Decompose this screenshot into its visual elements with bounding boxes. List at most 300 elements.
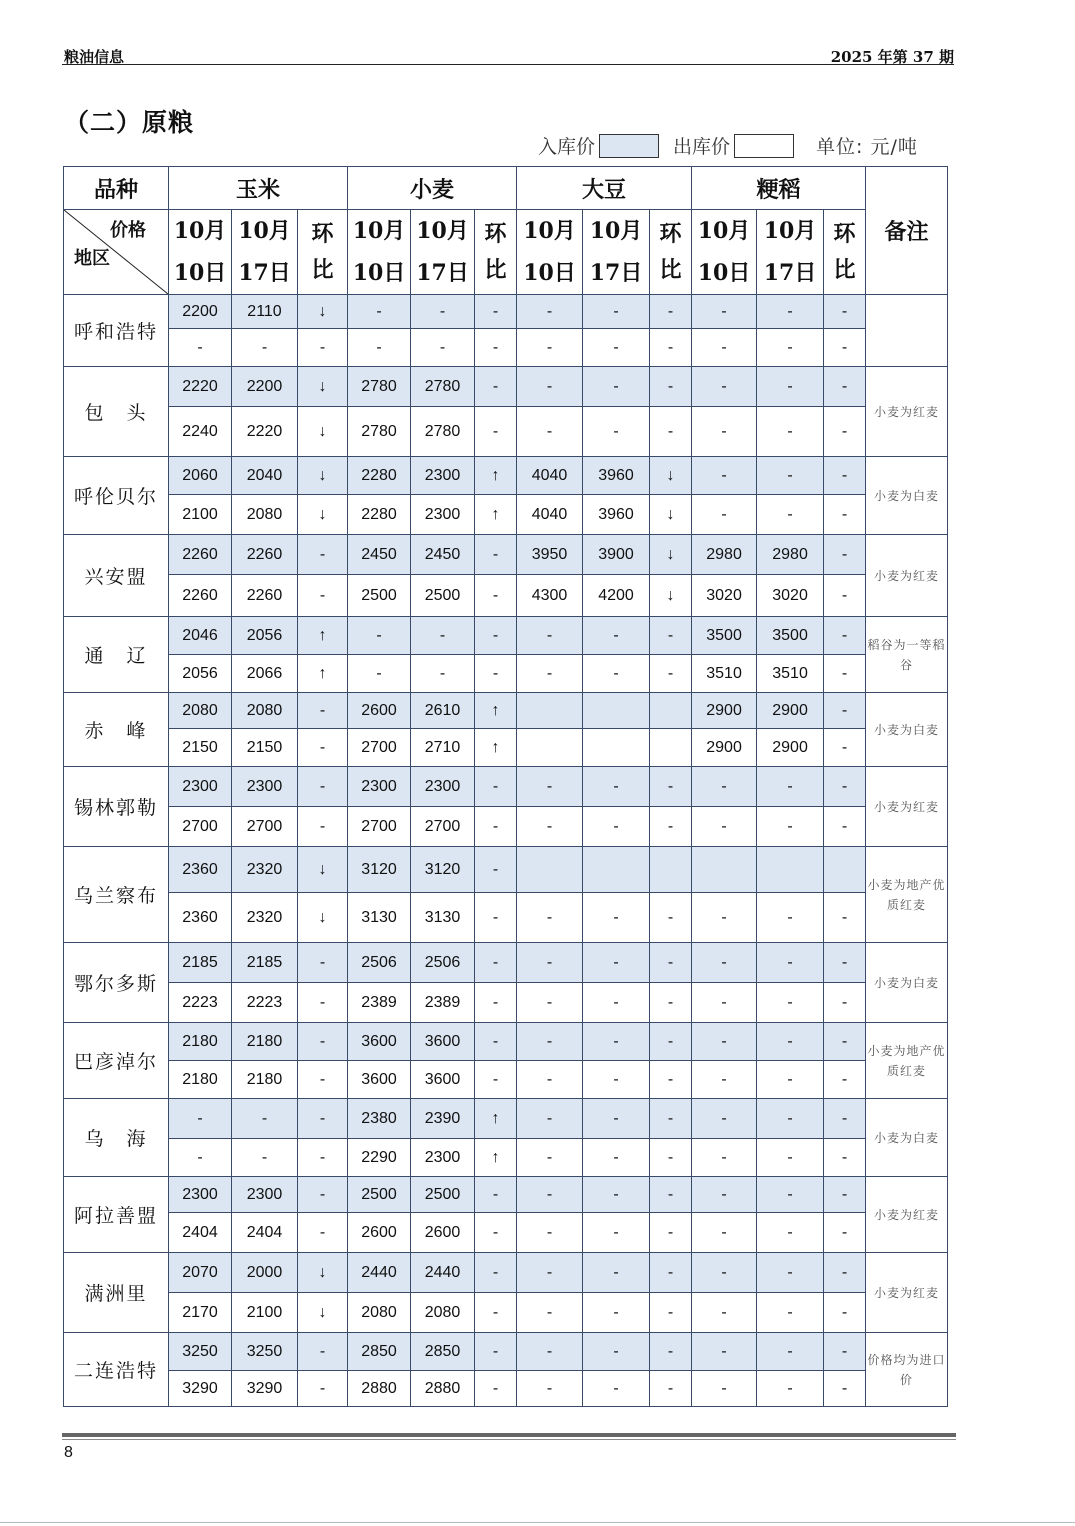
table-row-inbound xyxy=(64,1253,948,1293)
date-part: 10月 xyxy=(352,218,406,244)
mom-change-header xyxy=(650,210,692,295)
price-cell: 3600 xyxy=(411,1061,475,1099)
mom-change-cell: ↓ xyxy=(298,295,348,329)
price-cell: - xyxy=(232,1139,298,1177)
mom-change-cell: - xyxy=(298,1177,348,1213)
price-cell: 2506 xyxy=(411,943,475,983)
mom-change-cell: - xyxy=(298,983,348,1023)
mom-change-cell: - xyxy=(824,1139,866,1177)
date-part: 10日 xyxy=(697,260,751,286)
price-cell: - xyxy=(583,407,650,457)
price-cell: 2080 xyxy=(169,693,232,729)
price-cell: 2700 xyxy=(169,807,232,847)
price-cell: - xyxy=(692,1371,757,1407)
mom-change-cell: - xyxy=(824,1293,866,1333)
mom-change-cell: ↓ xyxy=(650,575,692,617)
price-cell: 2320 xyxy=(232,893,298,943)
mom-change-cell: - xyxy=(650,893,692,943)
table-row-outbound xyxy=(64,407,948,457)
crop-header-japonica-rice: 粳稻 xyxy=(692,167,866,210)
price-cell: - xyxy=(757,943,824,983)
price-cell: 2056 xyxy=(169,655,232,693)
date-part: 10月 xyxy=(763,218,817,244)
legend-out-swatch xyxy=(734,134,794,158)
price-cell: - xyxy=(757,1253,824,1293)
table-row-outbound xyxy=(64,1213,948,1253)
price-region-corner xyxy=(64,210,169,295)
mom-change-cell: - xyxy=(475,1023,517,1061)
mom-change-cell: - xyxy=(475,847,517,893)
mom-change-cell: - xyxy=(298,767,348,807)
price-cell: 2980 xyxy=(757,535,824,575)
price-cell: - xyxy=(757,893,824,943)
price-cell: 3290 xyxy=(232,1371,298,1407)
price-cell: 2500 xyxy=(411,1177,475,1213)
price-cell: - xyxy=(411,655,475,693)
table-row-inbound xyxy=(64,1177,948,1213)
mom-change-cell: - xyxy=(475,1177,517,1213)
mom-change-cell: - xyxy=(298,535,348,575)
mom-change-cell: - xyxy=(475,575,517,617)
mom-change-cell: - xyxy=(824,407,866,457)
price-cell: 2900 xyxy=(692,693,757,729)
price-cell: 2200 xyxy=(169,295,232,329)
price-cell: 2046 xyxy=(169,617,232,655)
mom-change-cell: - xyxy=(824,983,866,1023)
price-cell: 2600 xyxy=(348,1213,411,1253)
price-cell: - xyxy=(348,655,411,693)
region-name: 赤 峰 xyxy=(64,693,169,767)
mom-change-cell: - xyxy=(824,943,866,983)
price-cell: - xyxy=(583,617,650,655)
price-cell: - xyxy=(517,1061,583,1099)
price-cell: 2290 xyxy=(348,1139,411,1177)
mom-change-cell: ↑ xyxy=(475,1099,517,1139)
mom-change-cell: - xyxy=(475,1061,517,1099)
price-cell: - xyxy=(517,807,583,847)
mom-change-cell: - xyxy=(650,1333,692,1371)
price-cell: 3960 xyxy=(583,457,650,495)
price-cell xyxy=(517,729,583,767)
mom-char: 环 xyxy=(659,221,682,247)
price-cell: - xyxy=(348,329,411,367)
price-cell: 2900 xyxy=(692,729,757,767)
mom-change-cell: - xyxy=(824,1023,866,1061)
price-cell: - xyxy=(583,1253,650,1293)
mom-change-cell: - xyxy=(298,693,348,729)
mom-change-cell: - xyxy=(824,893,866,943)
mom-change-cell: ↑ xyxy=(475,495,517,535)
price-cell: 2710 xyxy=(411,729,475,767)
price-cell: 2500 xyxy=(411,575,475,617)
price-cell: - xyxy=(583,807,650,847)
price-cell: 2240 xyxy=(169,407,232,457)
date-part: 10月 xyxy=(523,218,576,244)
price-cell: - xyxy=(583,1061,650,1099)
price-cell: - xyxy=(232,1099,298,1139)
date-part: 10日 xyxy=(352,260,406,286)
price-cell: 2700 xyxy=(348,807,411,847)
mom-change-cell: - xyxy=(475,655,517,693)
mom-change-cell: - xyxy=(475,1213,517,1253)
price-cell: 2220 xyxy=(169,367,232,407)
mom-change-cell: - xyxy=(475,767,517,807)
remark-cell: 小麦为白麦 xyxy=(866,457,948,535)
price-cell: 2080 xyxy=(348,1293,411,1333)
mom-change-cell: - xyxy=(650,807,692,847)
table-row-inbound xyxy=(64,535,948,575)
mom-change-cell: - xyxy=(650,617,692,655)
price-cell: 2390 xyxy=(411,1099,475,1139)
price-cell: - xyxy=(583,1333,650,1371)
price-cell xyxy=(757,847,824,893)
remark-cell xyxy=(866,295,948,367)
crop-header-corn: 玉米 xyxy=(169,167,348,210)
mom-change-cell: ↓ xyxy=(298,407,348,457)
price-cell: 2300 xyxy=(169,767,232,807)
price-cell: - xyxy=(692,495,757,535)
price-cell: 2150 xyxy=(232,729,298,767)
mom-change-cell: ↓ xyxy=(298,1293,348,1333)
price-cell: - xyxy=(583,1177,650,1213)
price-cell: 3600 xyxy=(348,1023,411,1061)
date-header-oct10 xyxy=(169,210,232,295)
mom-change-cell: ↓ xyxy=(650,535,692,575)
price-cell: 2320 xyxy=(232,847,298,893)
price-cell: - xyxy=(757,983,824,1023)
price-cell: - xyxy=(757,495,824,535)
price-cell: - xyxy=(517,1293,583,1333)
price-cell: 2780 xyxy=(411,407,475,457)
price-cell: 2700 xyxy=(411,807,475,847)
price-cell: 2280 xyxy=(348,457,411,495)
price-cell: 3250 xyxy=(232,1333,298,1371)
table-row-outbound xyxy=(64,983,948,1023)
price-cell: 2080 xyxy=(232,495,298,535)
price-cell: 2506 xyxy=(348,943,411,983)
price-cell: - xyxy=(517,367,583,407)
mom-change-cell: ↓ xyxy=(298,847,348,893)
table-row-inbound xyxy=(64,1023,948,1061)
price-cell: 3500 xyxy=(692,617,757,655)
price-cell: - xyxy=(583,767,650,807)
price-cell: 2185 xyxy=(232,943,298,983)
remark-cell: 小麦为白麦 xyxy=(866,943,948,1023)
price-cell: 2850 xyxy=(348,1333,411,1371)
price-cell: - xyxy=(517,943,583,983)
mom-change-cell: - xyxy=(824,1371,866,1407)
mom-change-cell: ↓ xyxy=(298,367,348,407)
price-cell: 2880 xyxy=(411,1371,475,1407)
price-cell: 2900 xyxy=(757,693,824,729)
remark-cell: 小麦为红麦 xyxy=(866,1253,948,1333)
price-cell: 2450 xyxy=(411,535,475,575)
price-cell: - xyxy=(411,617,475,655)
mom-change-cell: - xyxy=(475,1293,517,1333)
legend-in-swatch xyxy=(599,134,659,158)
price-cell: 2440 xyxy=(411,1253,475,1293)
price-cell: 2300 xyxy=(411,457,475,495)
price-cell: 4200 xyxy=(583,575,650,617)
price-cell: 4300 xyxy=(517,575,583,617)
header-rule xyxy=(62,64,954,65)
mom-change-cell: ↑ xyxy=(298,655,348,693)
price-cell: 2600 xyxy=(348,693,411,729)
date-part: 10月 xyxy=(416,218,469,244)
mom-change-cell: - xyxy=(824,295,866,329)
region-name: 满洲里 xyxy=(64,1253,169,1333)
variety-header: 品种 xyxy=(64,167,169,210)
price-cell: - xyxy=(757,1371,824,1407)
price-cell: - xyxy=(583,1293,650,1333)
price-cell: 2300 xyxy=(169,1177,232,1213)
price-cell: 2300 xyxy=(411,1139,475,1177)
price-cell: - xyxy=(692,943,757,983)
price-cell: - xyxy=(169,1099,232,1139)
price-cell xyxy=(517,847,583,893)
mom-char: 环 xyxy=(833,221,856,247)
date-part: 17日 xyxy=(416,260,469,286)
mom-change-cell: - xyxy=(298,329,348,367)
price-cell: 2223 xyxy=(232,983,298,1023)
mom-change-cell: - xyxy=(298,1333,348,1371)
price-cell: 2700 xyxy=(348,729,411,767)
price-cell: 2404 xyxy=(169,1213,232,1253)
price-cell: 3960 xyxy=(583,495,650,535)
mom-change-cell: - xyxy=(475,1371,517,1407)
price-cell: - xyxy=(757,457,824,495)
table-row-inbound xyxy=(64,1099,948,1139)
price-cell: 2040 xyxy=(232,457,298,495)
price-cell: - xyxy=(692,457,757,495)
price-cell xyxy=(517,693,583,729)
date-part: 10月 xyxy=(697,218,751,244)
price-cell: 3900 xyxy=(583,535,650,575)
mom-change-cell: - xyxy=(475,983,517,1023)
price-cell: 2600 xyxy=(411,1213,475,1253)
mom-change-cell: - xyxy=(824,535,866,575)
remark-cell: 小麦为白麦 xyxy=(866,1099,948,1177)
price-cell: - xyxy=(692,1099,757,1139)
mom-change-cell xyxy=(650,693,692,729)
price-cell: - xyxy=(757,1061,824,1099)
table-row-inbound xyxy=(64,617,948,655)
mom-change-cell: - xyxy=(298,807,348,847)
price-cell: 2360 xyxy=(169,847,232,893)
date-part: 10月 xyxy=(589,218,643,244)
mom-change-cell: - xyxy=(650,1213,692,1253)
mom-change-cell: - xyxy=(298,1099,348,1139)
table-row-inbound xyxy=(64,943,948,983)
date-part: 17日 xyxy=(589,260,643,286)
price-cell: - xyxy=(583,1139,650,1177)
price-cell: 2500 xyxy=(348,575,411,617)
price-cell: - xyxy=(692,1023,757,1061)
mom-change-cell: - xyxy=(475,535,517,575)
table-row-outbound xyxy=(64,1061,948,1099)
price-cell: - xyxy=(517,655,583,693)
price-cell: - xyxy=(583,329,650,367)
price-cell: - xyxy=(517,767,583,807)
region-name: 乌 海 xyxy=(64,1099,169,1177)
date-part: 10日 xyxy=(523,260,576,286)
date-part: 17日 xyxy=(763,260,817,286)
price-cell: - xyxy=(517,407,583,457)
mom-change-cell: - xyxy=(650,1253,692,1293)
price-cell: - xyxy=(692,1177,757,1213)
price-cell: 2220 xyxy=(232,407,298,457)
price-cell: - xyxy=(517,1213,583,1253)
price-cell xyxy=(583,729,650,767)
price-cell: 2700 xyxy=(232,807,298,847)
price-cell: 2880 xyxy=(348,1371,411,1407)
region-name: 鄂尔多斯 xyxy=(64,943,169,1023)
price-cell: - xyxy=(583,367,650,407)
issue-number: 2025 年第 37 期 xyxy=(830,48,954,66)
mom-change-cell xyxy=(650,847,692,893)
mom-change-cell: - xyxy=(824,495,866,535)
mom-change-cell: - xyxy=(298,729,348,767)
price-cell: 2450 xyxy=(348,535,411,575)
region-name: 呼伦贝尔 xyxy=(64,457,169,535)
price-cell: 2440 xyxy=(348,1253,411,1293)
price-cell: - xyxy=(757,1177,824,1213)
table-row-inbound xyxy=(64,295,948,329)
region-name: 二连浩特 xyxy=(64,1333,169,1407)
price-cell: 2080 xyxy=(232,693,298,729)
price-cell: 3600 xyxy=(411,1023,475,1061)
price-cell: 3250 xyxy=(169,1333,232,1371)
price-cell: - xyxy=(583,295,650,329)
price-cell: - xyxy=(517,1253,583,1293)
price-cell: 2380 xyxy=(348,1099,411,1139)
mom-change-cell: - xyxy=(650,1293,692,1333)
table-row-outbound xyxy=(64,575,948,617)
mom-change-cell: - xyxy=(650,407,692,457)
mom-change-cell: - xyxy=(824,767,866,807)
price-cell: - xyxy=(692,1139,757,1177)
remark-cell: 稻谷为一等稻谷 xyxy=(866,617,948,693)
price-cell: 2780 xyxy=(348,367,411,407)
region-name: 呼和浩特 xyxy=(64,295,169,367)
price-cell: 2780 xyxy=(411,367,475,407)
mom-change-cell: - xyxy=(824,1099,866,1139)
price-cell: 3950 xyxy=(517,535,583,575)
mom-change-cell: - xyxy=(298,1139,348,1177)
mom-change-cell: - xyxy=(824,1253,866,1293)
price-cell: - xyxy=(692,295,757,329)
table-row-inbound xyxy=(64,457,948,495)
mom-change-cell: - xyxy=(298,1061,348,1099)
mom-change-header xyxy=(298,210,348,295)
mom-change-cell: - xyxy=(824,1333,866,1371)
price-cell: 3120 xyxy=(411,847,475,893)
price-cell: 2300 xyxy=(411,767,475,807)
table-row-outbound xyxy=(64,893,948,943)
mom-change-cell: - xyxy=(475,943,517,983)
mom-change-cell: - xyxy=(475,1253,517,1293)
price-cell: - xyxy=(517,295,583,329)
mom-change-cell: - xyxy=(824,457,866,495)
price-cell: - xyxy=(692,367,757,407)
date-header-oct10 xyxy=(517,210,583,295)
remark-cell: 小麦为地产优质红麦 xyxy=(866,847,948,943)
price-cell: 2300 xyxy=(232,1177,298,1213)
mom-change-cell: - xyxy=(475,295,517,329)
mom-change-cell: - xyxy=(824,655,866,693)
price-cell: 2900 xyxy=(757,729,824,767)
mom-change-cell: ↑ xyxy=(475,693,517,729)
price-cell: 2280 xyxy=(348,495,411,535)
price-cell: 2070 xyxy=(169,1253,232,1293)
mom-change-cell: - xyxy=(475,893,517,943)
price-cell: - xyxy=(517,1333,583,1371)
mom-change-cell: - xyxy=(298,1371,348,1407)
price-cell: 3130 xyxy=(411,893,475,943)
price-cell: - xyxy=(692,1293,757,1333)
price-cell: 2000 xyxy=(232,1253,298,1293)
price-cell: - xyxy=(757,1213,824,1253)
mom-change-cell: ↑ xyxy=(298,617,348,655)
crop-header-wheat: 小麦 xyxy=(348,167,517,210)
price-cell: - xyxy=(757,367,824,407)
footer-rule xyxy=(62,1433,956,1440)
date-part: 10日 xyxy=(173,260,227,286)
date-part: 17日 xyxy=(238,260,291,286)
remark-cell: 价格均为进口价 xyxy=(866,1333,948,1407)
price-cell: 3510 xyxy=(757,655,824,693)
mom-change-cell: - xyxy=(650,295,692,329)
mom-char: 比 xyxy=(311,257,334,283)
mom-change-cell: - xyxy=(650,1139,692,1177)
price-cell: - xyxy=(348,295,411,329)
price-cell: - xyxy=(757,767,824,807)
mom-char: 比 xyxy=(484,257,507,283)
table-row-outbound xyxy=(64,1139,948,1177)
price-cell: - xyxy=(583,983,650,1023)
grain-price-table xyxy=(63,166,948,1407)
price-cell: 2180 xyxy=(169,1023,232,1061)
price-cell: 2180 xyxy=(169,1061,232,1099)
price-cell: - xyxy=(583,1099,650,1139)
price-cell: 2150 xyxy=(169,729,232,767)
price-cell: - xyxy=(692,983,757,1023)
price-cell: - xyxy=(757,1023,824,1061)
mom-change-cell: ↑ xyxy=(475,457,517,495)
price-cell: - xyxy=(517,1139,583,1177)
price-cell: 2185 xyxy=(169,943,232,983)
price-cell: 2100 xyxy=(232,1293,298,1333)
table-row-inbound xyxy=(64,767,948,807)
remarks-header: 备注 xyxy=(866,167,948,295)
mom-change-cell: - xyxy=(824,807,866,847)
table-row-inbound xyxy=(64,367,948,407)
date-header-oct10 xyxy=(348,210,411,295)
remark-cell: 小麦为红麦 xyxy=(866,767,948,847)
remark-cell: 小麦为红麦 xyxy=(866,367,948,457)
table-row-inbound xyxy=(64,847,948,893)
price-cell: 2260 xyxy=(232,575,298,617)
price-cell xyxy=(583,847,650,893)
price-cell: 3020 xyxy=(692,575,757,617)
mom-change-cell xyxy=(650,729,692,767)
price-cell: - xyxy=(517,329,583,367)
date-header-oct17 xyxy=(757,210,824,295)
table-row-outbound xyxy=(64,807,948,847)
price-cell: 2110 xyxy=(232,295,298,329)
mom-change-cell: ↓ xyxy=(298,457,348,495)
price-cell: 2389 xyxy=(411,983,475,1023)
